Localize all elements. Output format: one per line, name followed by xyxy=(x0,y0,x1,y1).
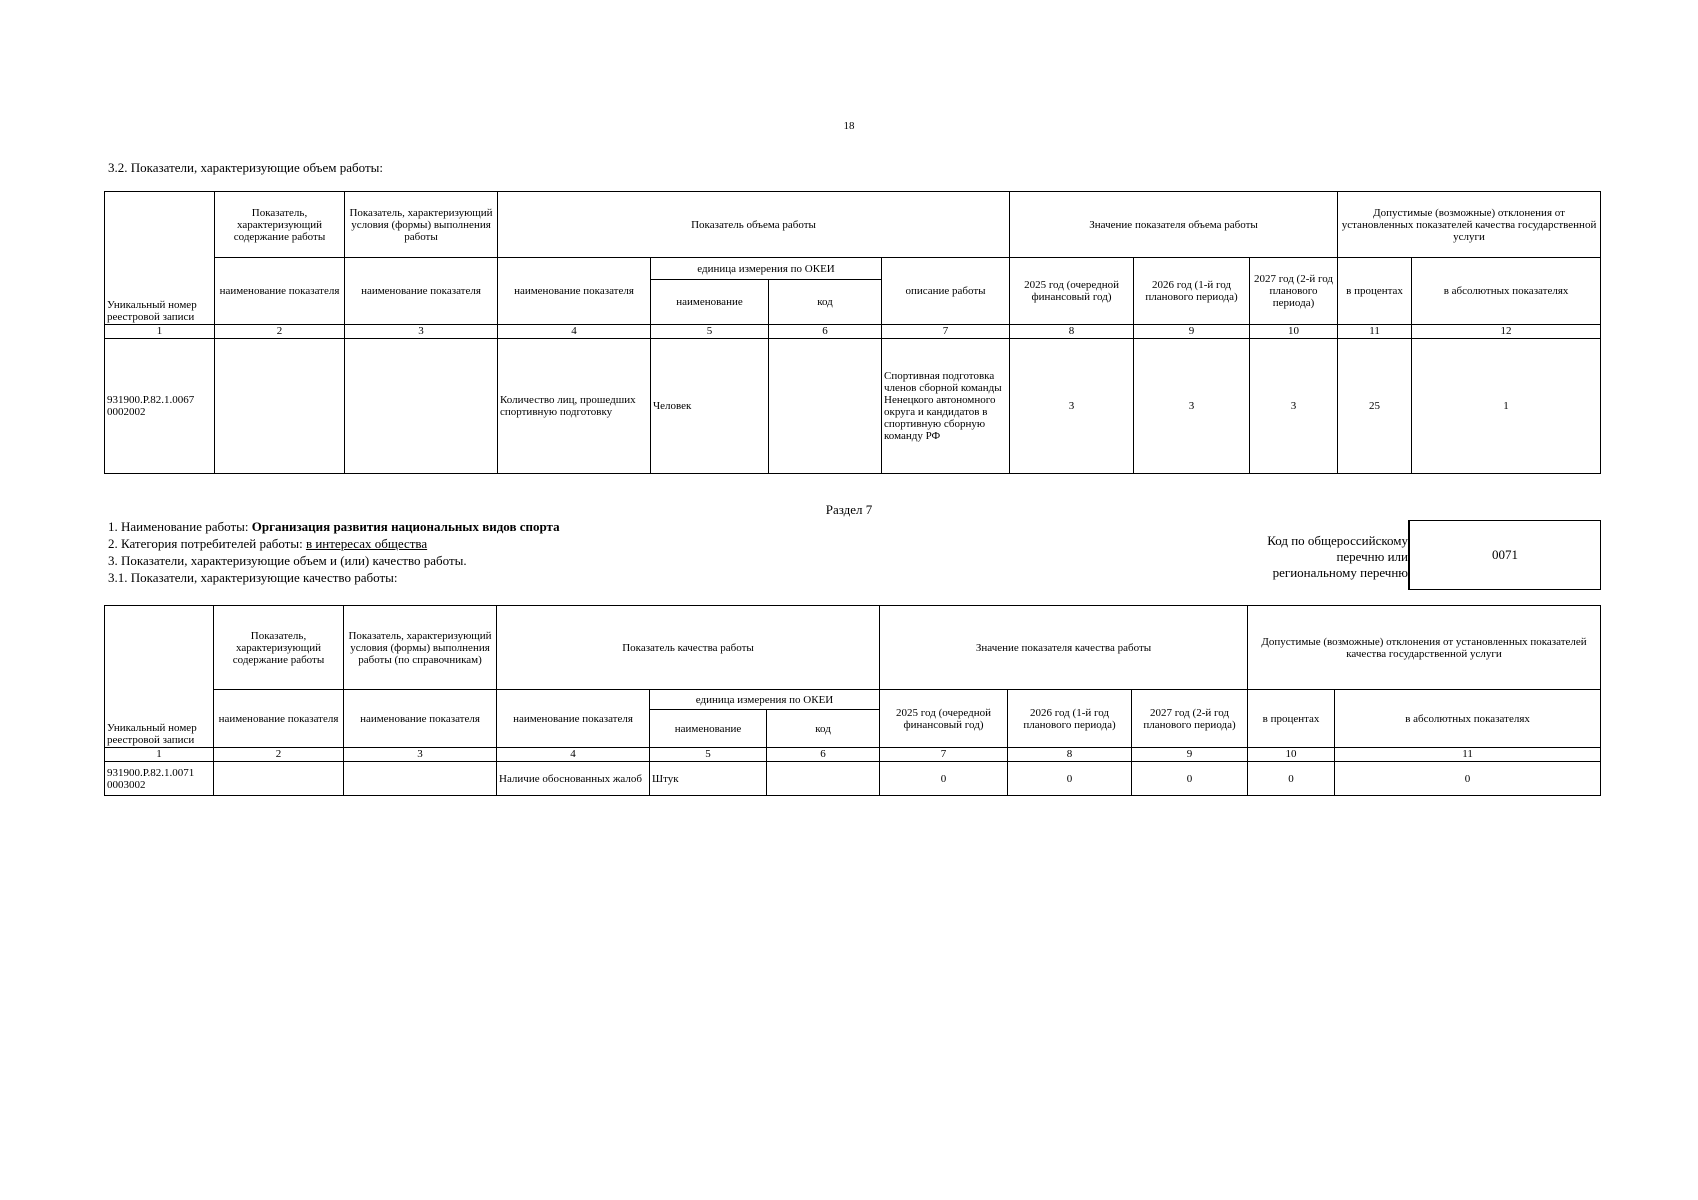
header-absolute: в абсолютных показателях xyxy=(1335,690,1601,748)
conditions-cell xyxy=(344,762,497,796)
header-okei-name: наименование xyxy=(651,280,769,325)
header-okei-code: код xyxy=(769,280,882,325)
header-deviation: Допустимые (возможные) отклонения от установленных показателей качества государственной услуги xyxy=(1248,606,1601,690)
column-number: 8 xyxy=(1010,325,1134,339)
unit-name-cell: Штук xyxy=(650,762,767,796)
unique-number-cell: 931900.Р.82.1.0067 0002002 xyxy=(105,339,215,474)
header-percent: в процентах xyxy=(1338,258,1412,325)
column-numbers-row xyxy=(105,748,1601,762)
deviation-absolute-cell: 1 xyxy=(1412,339,1601,474)
indicator-name-cell: Количество лиц, прошедших спортивную подготовку xyxy=(498,339,651,474)
unit-name-cell: Человек xyxy=(651,339,769,474)
header-indicator-name: наименование показателя xyxy=(498,258,651,325)
header-unique-number: Уникальный номер реестровой записи xyxy=(105,192,215,325)
work-name-value: Организация развития национальных видов спорта xyxy=(251,519,560,534)
header-volume-value: Значение показателя объема работы xyxy=(1010,192,1338,258)
header-year-2027: 2027 год (2-й год планового периода) xyxy=(1250,258,1338,325)
indicators-line: 3. Показатели, характеризующие объем и (или) качество работы. xyxy=(108,553,467,568)
column-number: 3 xyxy=(344,748,497,762)
column-numbers-row xyxy=(105,325,1601,339)
column-number: 7 xyxy=(880,748,1008,762)
unit-code-cell xyxy=(767,762,880,796)
quality-indicators-heading: 3.1. Показатели, характеризующие качество работы: xyxy=(108,570,398,585)
section-title: Раздел 7 xyxy=(825,502,873,517)
conditions-cell xyxy=(345,339,498,474)
column-number: 3 xyxy=(345,325,498,339)
header-indicator-name: наименование показателя xyxy=(497,690,650,748)
work-name-line xyxy=(108,519,560,535)
table-row xyxy=(105,762,1601,796)
work-name-label: 1. Наименование работы: xyxy=(108,519,252,534)
header-okei-name: наименование xyxy=(650,710,767,748)
value-2025-cell: 0 xyxy=(880,762,1008,796)
column-number: 5 xyxy=(650,748,767,762)
column-number: 7 xyxy=(882,325,1010,339)
value-2025-cell: 3 xyxy=(1010,339,1134,474)
registry-code-box: 0071 xyxy=(1408,520,1601,590)
page-number: 18 xyxy=(843,120,855,132)
column-number: 12 xyxy=(1412,325,1601,339)
registry-code-label: Код по общероссийскому перечню или региональному перечню xyxy=(1267,533,1408,580)
header-quality-indicator: Показатель качества работы xyxy=(497,606,880,690)
header-conditions-indicator: Показатель, характеризующий условия (формы) выполнения работы xyxy=(345,192,498,258)
header-year-2026: 2026 год (1-й год планового периода) xyxy=(1134,258,1250,325)
header-percent: в процентах xyxy=(1248,690,1335,748)
column-number: 2 xyxy=(214,748,344,762)
deviation-absolute-cell: 0 xyxy=(1335,762,1601,796)
column-number: 9 xyxy=(1134,325,1250,339)
header-unique-number: Уникальный номер реестровой записи xyxy=(105,606,214,748)
header-indicator-name: наименование показателя xyxy=(214,690,344,748)
table-row xyxy=(105,339,1601,474)
column-number: 2 xyxy=(215,325,345,339)
column-number: 6 xyxy=(769,325,882,339)
header-year-2026: 2026 год (1-й год планового периода) xyxy=(1008,690,1132,748)
column-number: 11 xyxy=(1338,325,1412,339)
header-indicator-name: наименование показателя xyxy=(345,258,498,325)
column-number: 1 xyxy=(105,748,214,762)
value-2027-cell: 0 xyxy=(1132,762,1248,796)
header-content-indicator: Показатель, характеризующий содержание работы xyxy=(214,606,344,690)
column-number: 4 xyxy=(498,325,651,339)
consumer-category-label: 2. Категория потребителей работы: xyxy=(108,536,306,551)
value-2026-cell: 3 xyxy=(1134,339,1250,474)
header-indicator-name: наименование показателя xyxy=(215,258,345,325)
deviation-percent-cell: 0 xyxy=(1248,762,1335,796)
value-2027-cell: 3 xyxy=(1250,339,1338,474)
header-deviation: Допустимые (возможные) отклонения от установленных показателей качества государственной услуги xyxy=(1338,192,1601,258)
header-indicator-name: наименование показателя xyxy=(344,690,497,748)
column-number: 1 xyxy=(105,325,215,339)
unit-code-cell xyxy=(769,339,882,474)
header-absolute: в абсолютных показателях xyxy=(1412,258,1601,325)
value-2026-cell: 0 xyxy=(1008,762,1132,796)
header-okei-unit: единица измерения по ОКЕИ xyxy=(650,690,880,710)
work-description-cell: Спортивная подготовка членов сборной команды Ненецкого автономного округа и кандидатов в спортивную сборную команду РФ xyxy=(882,339,1010,474)
header-work-description: описание работы xyxy=(882,258,1010,325)
column-number: 5 xyxy=(651,325,769,339)
header-conditions-indicator: Показатель, характеризующий условия (формы) выполнения работы (по справочникам) xyxy=(344,606,497,690)
column-number: 10 xyxy=(1250,325,1338,339)
quality-indicators-table xyxy=(104,605,1601,796)
consumer-category-value: в интересах общества xyxy=(305,536,428,551)
column-number: 4 xyxy=(497,748,650,762)
column-number: 10 xyxy=(1248,748,1335,762)
column-number: 9 xyxy=(1132,748,1248,762)
header-quality-value: Значение показателя качества работы xyxy=(880,606,1248,690)
column-number: 6 xyxy=(767,748,880,762)
header-okei-unit: единица измерения по ОКЕИ xyxy=(651,258,882,280)
header-year-2025: 2025 год (очередной финансовый год) xyxy=(880,690,1008,748)
header-okei-code: код xyxy=(767,710,880,748)
volume-indicators-table xyxy=(104,191,1601,474)
unique-number-cell: 931900.Р.82.1.0071 0003002 xyxy=(105,762,214,796)
header-year-2025: 2025 год (очередной финансовый год) xyxy=(1010,258,1134,325)
header-year-2027: 2027 год (2-й год планового периода) xyxy=(1132,690,1248,748)
content-cell xyxy=(215,339,345,474)
indicator-name-cell: Наличие обоснованных жалоб xyxy=(497,762,650,796)
content-cell xyxy=(214,762,344,796)
consumer-category-line xyxy=(108,536,427,552)
section-3-2-heading: 3.2. Показатели, характеризующие объем работы: xyxy=(108,160,383,175)
header-volume-indicator: Показатель объема работы xyxy=(498,192,1010,258)
column-number: 8 xyxy=(1008,748,1132,762)
column-number: 11 xyxy=(1335,748,1601,762)
deviation-percent-cell: 25 xyxy=(1338,339,1412,474)
header-content-indicator: Показатель, характеризующий содержание работы xyxy=(215,192,345,258)
